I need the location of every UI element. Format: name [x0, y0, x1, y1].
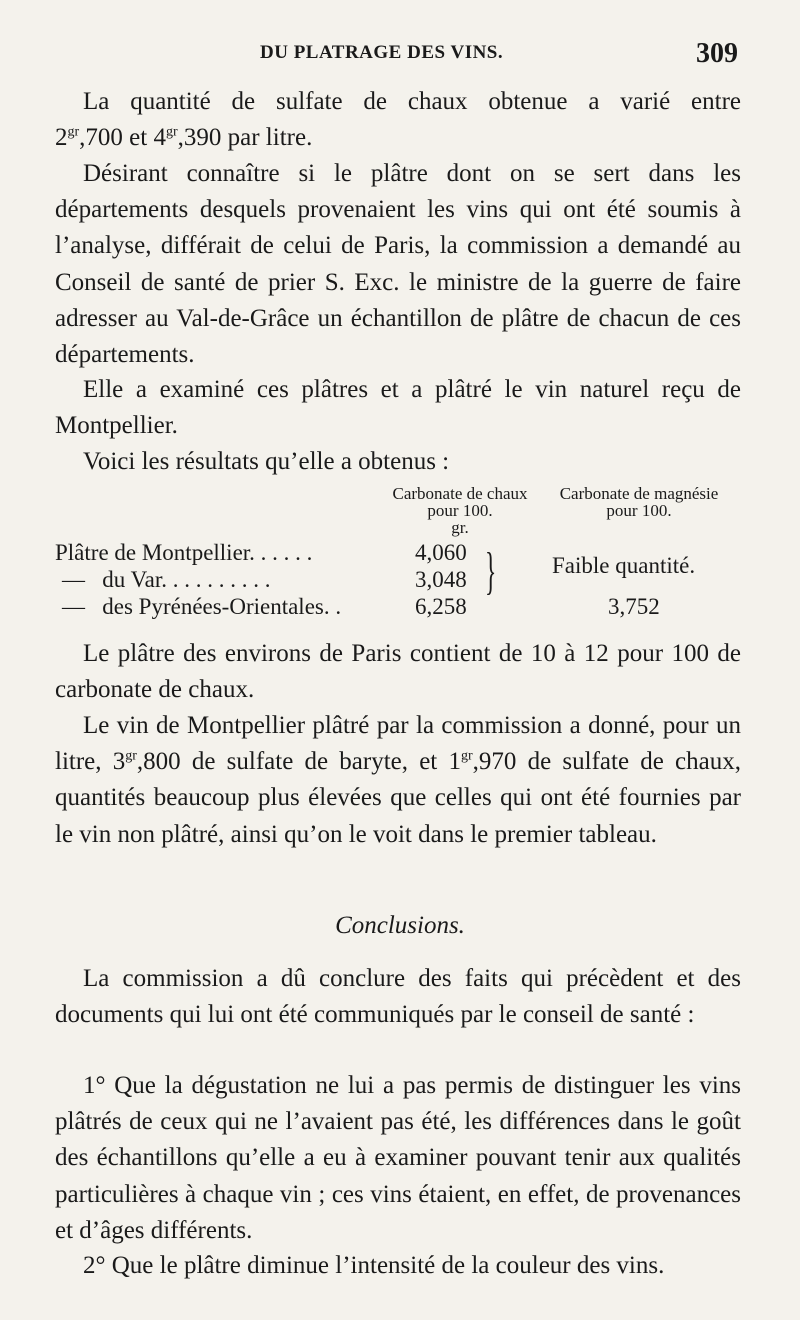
- header-line: Carbonate de magnésie: [559, 484, 719, 503]
- paragraph-resultats-intro: Voici les résultats qu’elle a obtenus :: [83, 448, 450, 475]
- section-title-conclusions: Conclusions.: [335, 912, 465, 939]
- table-cell-carbonate-chaux: 3,048: [415, 567, 467, 592]
- paragraph-platre-paris: Le plâtre des environs de Paris contient de 10 à 12 pour 100 de carbonate de chaux.: [55, 640, 741, 704]
- paragraph-text: Le vin de Montpellier plâtré par la commission a donné, pour un litre, 3: [55, 712, 741, 776]
- paragraph-platre-departements: Désirant connaître si le plâtre dont on se sert dans les départements desquels provenaient les vins qui ont été soumis à l’analyse, différait de celui de Paris, la commission a demandé au Conseil de santé de prier S. Exc. le ministre de la guerre de faire adresser au Val-de-Grâce un échantillon de plâtre de chacun de ces départements.: [55, 160, 741, 369]
- page-header: [55, 38, 738, 74]
- table-row-label: — des Pyrénées-Orientales. .: [62, 594, 342, 619]
- unit-superscript: gr: [67, 124, 80, 140]
- table-row-label: Plâtre de Montpellier. . . . . .: [55, 540, 313, 565]
- paragraph-vin-montpellier: [55, 708, 741, 853]
- page-number: 309: [696, 38, 738, 69]
- running-head: DU PLATRAGE DES VINS.: [260, 42, 504, 63]
- paragraph-conclusion-intro: La commission a dû conclure des faits qui précèdent et des documents qui lui ont été communiqués par le conseil de santé :: [55, 965, 741, 1029]
- header-unit: gr.: [451, 518, 469, 537]
- table-header-carbonate-magnesie: [548, 485, 730, 519]
- paragraph-text: La quantité de sulfate de chaux obtenue a varié entre: [83, 88, 741, 115]
- header-line: pour 100.: [606, 501, 672, 520]
- paragraph-sulfate-range: [55, 84, 741, 156]
- paragraph-conclusion-2: 2° Que le plâtre diminue l’intensité de la couleur des vins.: [83, 1252, 665, 1279]
- unit-superscript: gr: [125, 748, 137, 764]
- value-text: ,700 et 4: [79, 124, 166, 152]
- unit-superscript: gr: [165, 124, 178, 140]
- paragraph-text: [55, 120, 312, 156]
- value-text: ,390 par litre.: [177, 124, 313, 152]
- header-line: pour 100.: [427, 501, 493, 520]
- table-cell-carbonate-magnesie: 3,752: [608, 594, 660, 619]
- paragraph-conclusion-1: 1° Que la dégustation ne lui a pas permis de distinguer les vins plâtrés de ceux qui ne l’avaient pas été, les différences dans le goût des échantillons qu’elle a eu à examiner pouvant tenir aux qualités particulières à chaque vin ; ces vins étaient, en effet, de provenances et d’âges différents.: [55, 1072, 741, 1244]
- header-line: Carbonate de chaux: [392, 484, 528, 503]
- unit-superscript: gr: [460, 748, 473, 764]
- table-cell-carbonate-chaux: 6,258: [415, 594, 467, 619]
- paragraph-text: ,800 de sulfate de baryte, et 1: [136, 748, 461, 776]
- table-row-label: — du Var. . . . . . . . . .: [62, 567, 271, 592]
- table-cell-carbonate-chaux: 4,060: [415, 540, 467, 565]
- table-brace: }: [485, 543, 497, 600]
- value-text: 2: [55, 124, 68, 152]
- paragraph-examen-platres: Elle a examiné ces plâtres et a plâtré le vin naturel reçu de Montpellier.: [55, 376, 741, 440]
- table-cell-merged-magnesie: Faible quantité.: [552, 553, 696, 578]
- paragraph-text: ,970 de sulfate de chaux, quantités beaucoup plus élevées que celles qui ont été fournies par le vin non plâtré, ainsi qu’on le voit dans le premier tableau.: [55, 748, 741, 848]
- table-header-carbonate-chaux: [380, 485, 540, 536]
